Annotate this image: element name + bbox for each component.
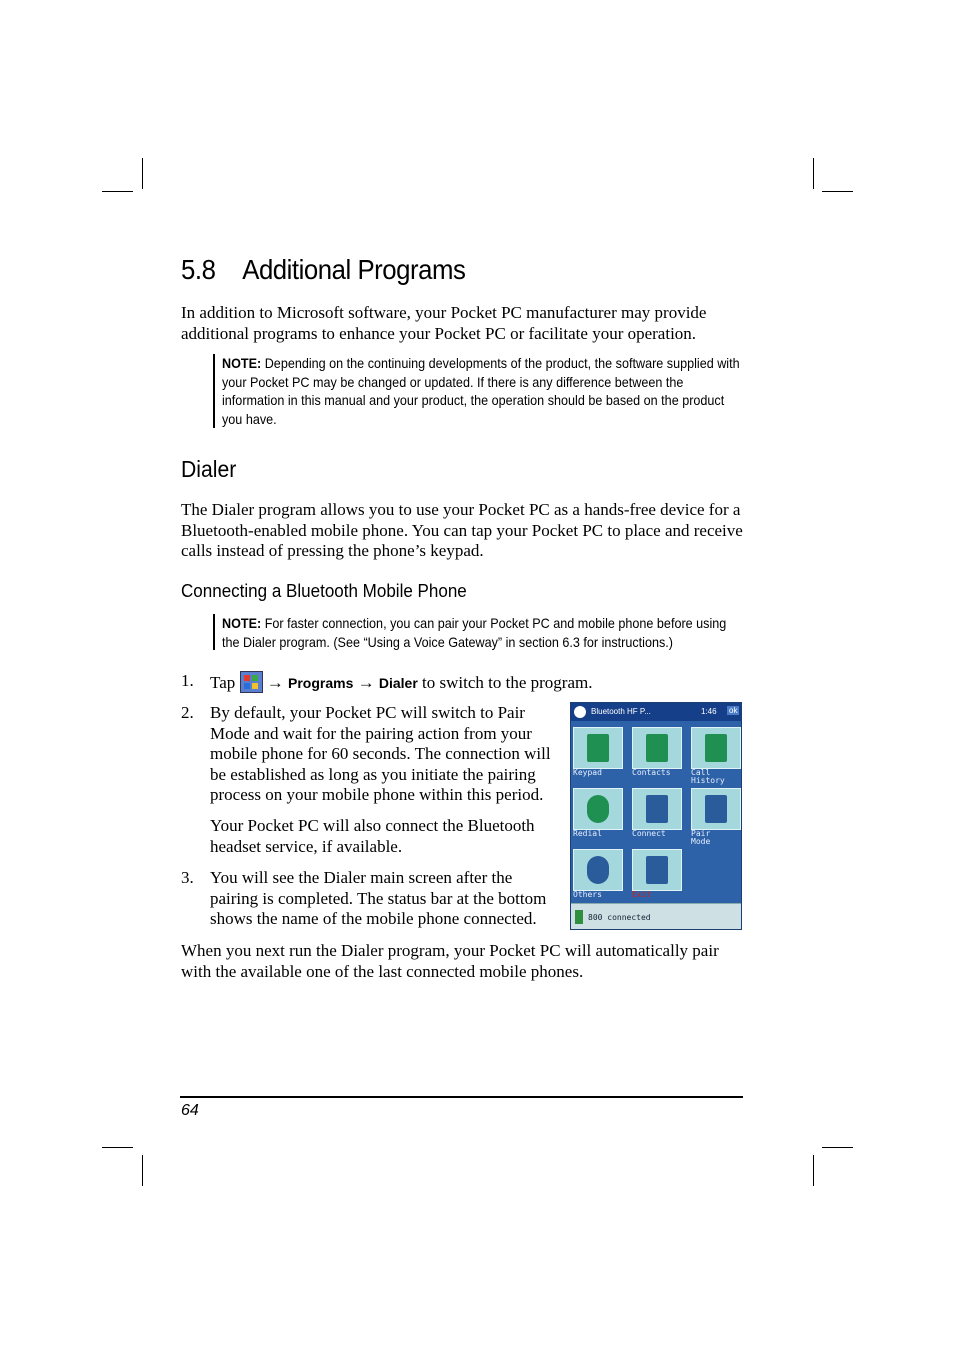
note-label: NOTE: — [222, 615, 262, 631]
redial-tile[interactable] — [573, 788, 623, 830]
arrow-icon: → — [353, 673, 379, 692]
status-text: 800 connected — [588, 913, 651, 922]
crop-mark — [822, 1147, 853, 1148]
pair-mode-tile[interactable] — [691, 788, 741, 830]
status-bar — [571, 903, 741, 930]
crop-mark — [102, 1147, 133, 1148]
note-text: Depending on the continuing developments of the product, the software supplied with your Pocket PC may be changed or updated. If there is any difference between the information in this manual and your product, the operation should be based on the product you have. — [222, 355, 740, 427]
call-history-icon — [705, 734, 727, 762]
note-text: For faster connection, you can pair your Pocket PC and mobile phone before using the Dialer program. (See “Using a Voice Gateway” in section 6.3 for instructions.) — [222, 615, 727, 650]
step-number: 2. — [181, 703, 194, 722]
tile-label: Call History — [691, 768, 725, 785]
call-history-tile[interactable] — [691, 727, 741, 769]
step-number: 1. — [181, 671, 194, 690]
intro-paragraph: In addition to Microsoft software, your Pocket PC manufacturer may provide additional programs to enhance your Pocket PC or facilitate your operation. — [181, 303, 707, 343]
note-label: NOTE: — [222, 355, 262, 371]
crop-mark — [813, 158, 814, 189]
ok-button[interactable]: ok — [729, 706, 738, 715]
tile-label: Others — [573, 890, 602, 899]
crop-mark — [822, 191, 853, 192]
step-number: 3. — [181, 868, 194, 887]
arrow-icon: → — [262, 673, 288, 692]
redial-icon — [587, 795, 609, 823]
others-tile[interactable] — [573, 849, 623, 891]
connect-icon — [646, 795, 668, 823]
note-box-connecting — [213, 614, 802, 650]
tile-label: Exit — [632, 890, 652, 899]
exit-tile[interactable] — [632, 849, 682, 891]
step-2-text: By default, your Pocket PC will switch to Pair Mode and wait for the pairing action from your mobile phone for 60 seconds. The connection will be established as long as you initiate the pairing process on your mobile phone within this period. — [210, 703, 551, 804]
dialer-heading: Dialer — [181, 456, 237, 482]
title-bar — [571, 703, 741, 721]
step-1-text — [210, 671, 750, 694]
dialer-menu-label: Dialer — [378, 675, 418, 691]
keypad-tile[interactable] — [573, 727, 623, 769]
note-box — [213, 354, 802, 428]
clock: 1:46 — [701, 707, 717, 716]
keypad-icon — [587, 734, 609, 762]
step-2-extra: Your Pocket PC will also connect the Bluetooth headset service, if available. — [210, 816, 535, 856]
pair-mode-icon — [705, 795, 727, 823]
tile-label: Pair Mode — [691, 829, 711, 846]
tile-label: Keypad — [573, 768, 602, 777]
step-text: to switch to the program. — [417, 673, 593, 692]
phone-icon — [575, 910, 583, 924]
footer-rule — [180, 1096, 743, 1098]
crop-mark — [813, 1155, 814, 1186]
dialer-paragraph: The Dialer program allows you to use your Pocket PC as a hands-free device for a Bluetooth-enabled mobile phone. You can tap your Pocket PC to place and receive calls instead of pressing the phone’s keypad. — [181, 500, 743, 560]
dialer-screenshot — [570, 702, 742, 930]
tile-label: Redial — [573, 829, 602, 838]
crop-mark — [142, 1155, 143, 1186]
page-title: 5.8 Additional Programs — [181, 254, 466, 285]
app-title: Bluetooth HF P... — [591, 707, 651, 716]
connecting-heading: Connecting a Bluetooth Mobile Phone — [181, 580, 467, 601]
contacts-tile[interactable] — [632, 727, 682, 769]
closing-paragraph: When you next run the Dialer program, your Pocket PC will automatically pair with the available one of the last connected mobile phones. — [181, 941, 719, 981]
exit-door-icon — [646, 856, 668, 884]
windows-start-icon — [240, 671, 263, 693]
crop-mark — [102, 191, 133, 192]
connect-tile[interactable] — [632, 788, 682, 830]
bluetooth-icon — [587, 856, 609, 884]
crop-mark — [142, 158, 143, 189]
step-3-text: You will see the Dialer main screen after the pairing is completed. The status bar at the bottom shows the name of the mobile phone connected. — [210, 868, 547, 928]
step-text: Tap — [210, 673, 240, 692]
tile-label: Contacts — [632, 768, 671, 777]
start-icon — [574, 706, 586, 718]
contacts-icon — [646, 734, 668, 762]
programs-menu-label: Programs — [288, 675, 354, 691]
tile-label: Connect — [632, 829, 666, 838]
page-number: 64 — [181, 1102, 199, 1119]
